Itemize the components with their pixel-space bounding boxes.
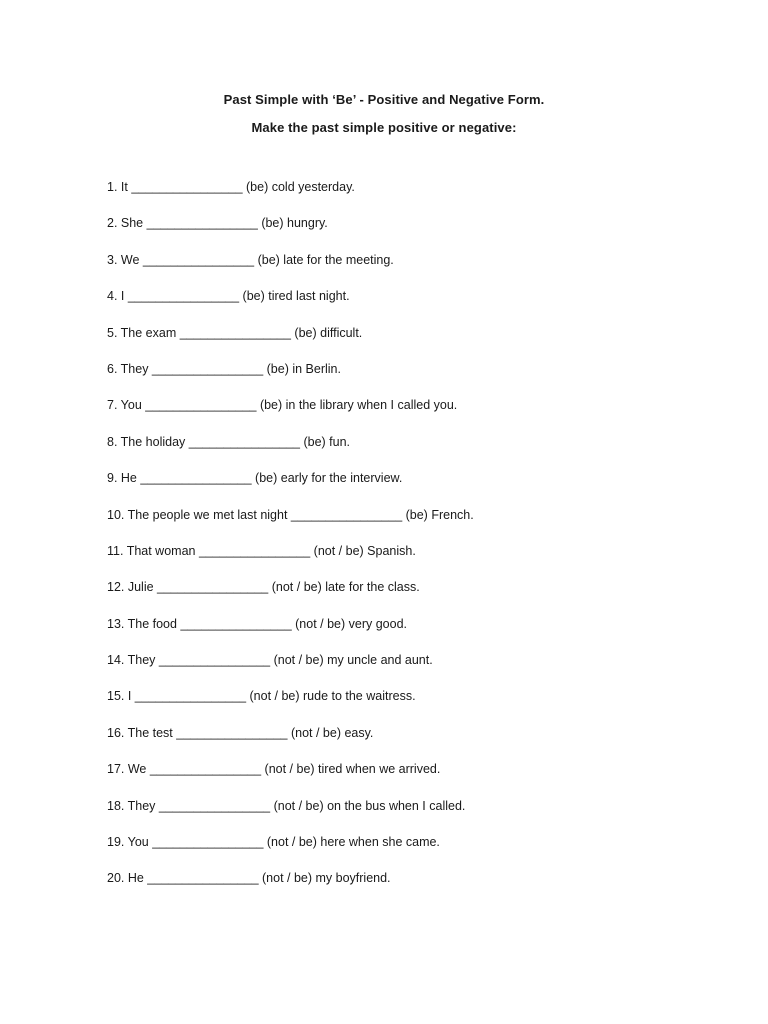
question-item: 9. He ________________ (be) early for the interview. xyxy=(107,471,403,486)
worksheet-instructions: Make the past simple positive or negative: xyxy=(251,120,517,135)
question-item: 2. She ________________ (be) hungry. xyxy=(107,216,328,231)
question-item: 19. You ________________ (not / be) here when she came. xyxy=(107,835,440,850)
question-item: 17. We ________________ (not / be) tired when we arrived. xyxy=(107,762,441,777)
question-item: 6. They ________________ (be) in Berlin. xyxy=(107,361,341,376)
question-item: 8. The holiday ________________ (be) fun. xyxy=(107,434,351,449)
worksheet-title: Past Simple with ‘Be’ - Positive and Negative Form. xyxy=(223,92,545,107)
question-item: 3. We ________________ (be) late for the meeting. xyxy=(107,252,394,267)
question-list xyxy=(107,178,474,906)
question-item: 5. The exam ________________ (be) difficult. xyxy=(107,325,363,340)
question-item: 16. The test ________________ (not / be) easy. xyxy=(107,725,374,740)
question-item: 4. I ________________ (be) tired last night. xyxy=(107,289,350,304)
question-item: 10. The people we met last night ________________ (be) French. xyxy=(107,507,474,522)
question-item: 20. He ________________ (not / be) my boyfriend. xyxy=(107,871,391,886)
question-item: 18. They ________________ (not / be) on the bus when I called. xyxy=(107,798,466,813)
question-item: 11. That woman ________________ (not / be) Spanish. xyxy=(107,543,416,558)
question-item: 7. You ________________ (be) in the library when I called you. xyxy=(107,398,458,413)
question-item: 13. The food ________________ (not / be) very good. xyxy=(107,616,408,631)
question-item: 1. It ________________ (be) cold yesterday. xyxy=(107,180,355,194)
question-item: 15. I ________________ (not / be) rude to the waitress. xyxy=(107,689,416,704)
question-item: 12. Julie ________________ (not / be) late for the class. xyxy=(107,580,420,595)
question-item: 14. They ________________ (not / be) my uncle and aunt. xyxy=(107,653,433,668)
